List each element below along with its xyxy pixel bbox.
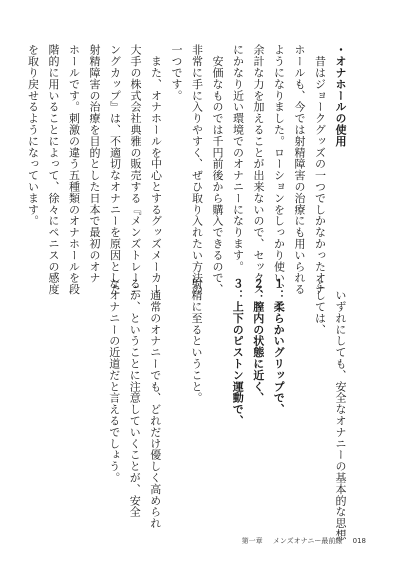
point-item: １：柔らかいグリップで、 bbox=[272, 278, 286, 415]
section-heading: ・オナホールの使用 bbox=[334, 44, 347, 147]
body-line: にかなり近い環境でのオナニーになります。 bbox=[231, 44, 245, 272]
closing-line: 通常のオナニーでも、どれだけ優しく高められ bbox=[148, 278, 162, 529]
upper-text-block bbox=[22, 44, 350, 295]
body-line: 非常に手に入りやすく、ぜひ取り入れたい方法の bbox=[190, 44, 204, 295]
body-line: 余計な力を加えることが出来ないので、セックス bbox=[252, 44, 265, 295]
chapter-label: 第一章 bbox=[241, 537, 263, 545]
closing-line: るか、ということに注意していくことが、安全 bbox=[128, 278, 142, 518]
point-item: ２：膣内の状態に近く、 bbox=[251, 278, 265, 404]
body-line: 一つです。 bbox=[170, 44, 183, 101]
point-item: ３：上下のピストン運動で、 bbox=[231, 278, 245, 427]
body-line: 大手の株式会社典雅の販売する『メンズトレーニ bbox=[129, 44, 142, 295]
body-line: ホールです。刺激の違う五種類のオナホールを段 bbox=[67, 44, 81, 295]
body-line: 昔はジョークグッズの一つでしかなかったオナ bbox=[313, 44, 327, 295]
after-points-line: 射精に至るということ。 bbox=[190, 278, 203, 404]
body-line: 安価なものでは千円前後から購入できるので、 bbox=[211, 44, 224, 295]
page-number: 018 bbox=[352, 537, 366, 545]
body-line: ホールも、今では射精障害の治療にも用いられる bbox=[293, 44, 306, 295]
body-line: 階的に用いることによって、徐々にペニスの感度 bbox=[47, 44, 60, 295]
page-footer bbox=[234, 536, 366, 546]
body-line: また、オナホールを中心とするグッズメーカー bbox=[149, 44, 163, 295]
intro-line: としては、 bbox=[313, 278, 327, 335]
body-line: 射精障害の治療を目的とした日本で最初のオナ bbox=[88, 44, 101, 284]
body-line: を取り戻せるようになっています。 bbox=[26, 44, 40, 227]
body-line: ングカップ』は、不適切なオナニーを原因とした bbox=[108, 44, 122, 295]
closing-line: なオナニーの近道だと言えるでしょう。 bbox=[107, 278, 121, 484]
intro-line: いずれにしても、安全なオナニーの基本的な思想 bbox=[334, 278, 347, 541]
book-title: メンズオナニー最前線 bbox=[272, 537, 343, 545]
body-line: ようになりました。ローションをしっかり使い、 bbox=[272, 44, 286, 295]
